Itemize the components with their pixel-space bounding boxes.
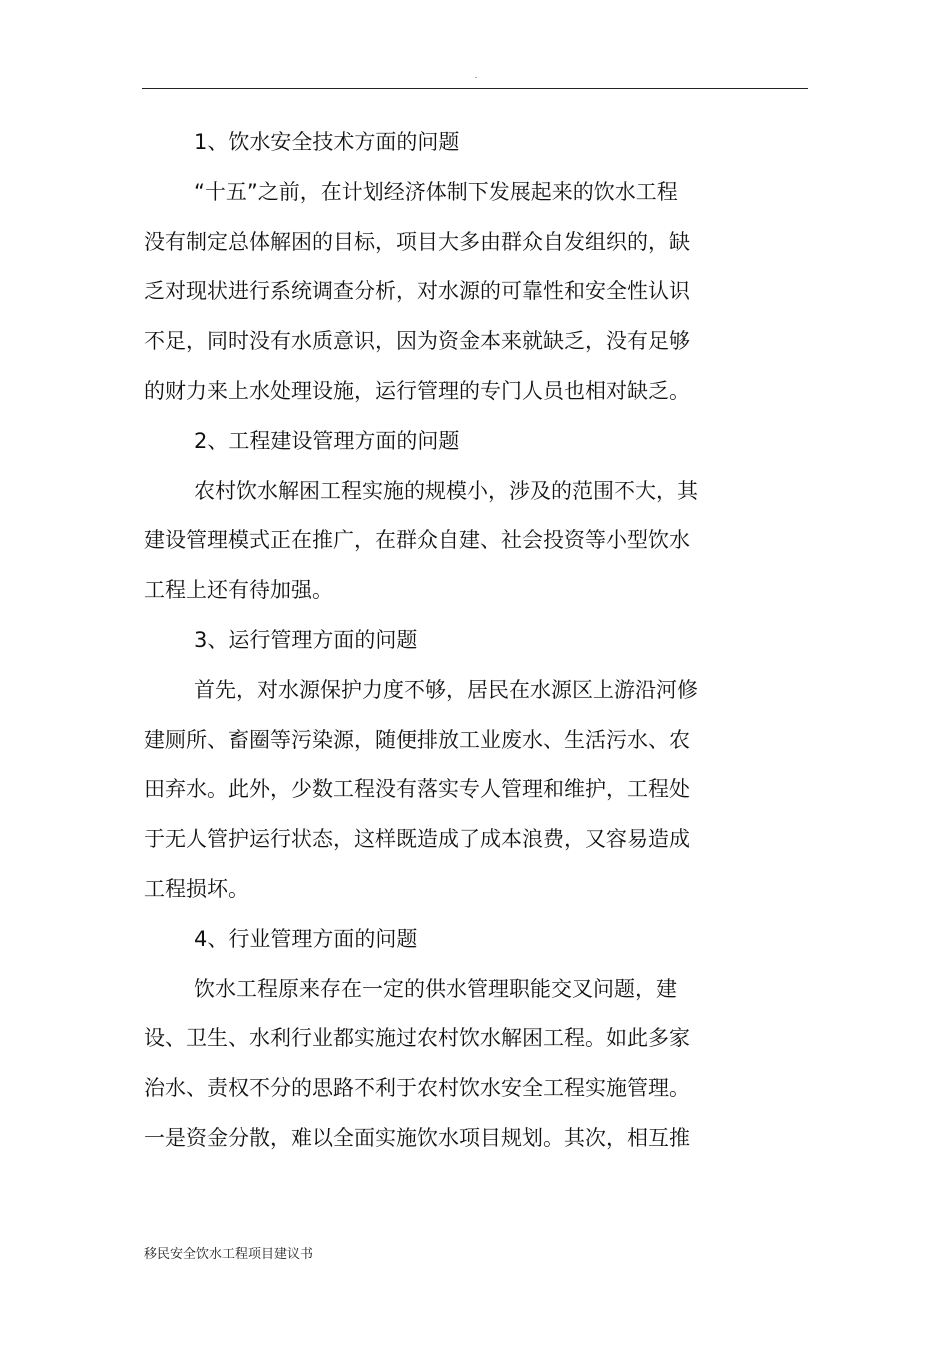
paragraph-line: 乏对现状进行系统调查分析，对水源的可靠性和安全性认识 [144,279,690,304]
section-heading-2: 2、工程建设管理方面的问题 [194,428,460,453]
paragraph-line: 首先，对水源保护力度不够，居民在水源区上游沿河修 [194,677,698,702]
paragraph-line: 建厕所、畜圈等污染源，随便排放工业废水、生活污水、农 [144,727,690,752]
paragraph-line: 于无人管护运行状态，这样既造成了成本浪费，又容易造成 [144,827,690,852]
paragraph-line: 设、卫生、水利行业都实施过农村饮水解困工程。如此多家 [144,1026,690,1051]
paragraph-line: 工程损坏。 [144,876,249,901]
section-heading-1: 1、饮水安全技术方面的问题 [194,130,460,154]
header-mark: . [474,71,478,80]
footer-title: 移民安全饮水工程项目建议书 [144,1247,314,1262]
paragraph-line: 一是资金分散，难以全面实施饮水项目规划。其次，相互推 [144,1125,690,1150]
header-rule [142,88,808,89]
paragraph-line: 农村饮水解困工程实施的规模小，涉及的范围不大，其 [194,478,698,503]
paragraph-line: “十五”之前，在计划经济体制下发展起来的饮水工程 [194,179,678,204]
section-heading-3: 3、运行管理方面的问题 [194,627,418,652]
paragraph-line: 建设管理模式正在推广，在群众自建、社会投资等小型饮水 [144,528,690,553]
paragraph-line: 田弃水。此外，少数工程没有落实专人管理和维护，工程处 [144,777,690,802]
body-text [144,118,754,1164]
paragraph-line: 没有制定总体解困的目标，项目大多由群众自发组织的，缺 [144,229,690,254]
paragraph-line: 饮水工程原来存在一定的供水管理职能交叉问题，建 [194,976,677,1001]
section-heading-4: 4、行业管理方面的问题 [194,926,418,951]
paragraph-line: 工程上还有待加强。 [144,578,333,603]
paragraph-line: 治水、责权不分的思路不利于农村饮水安全工程实施管理。 [144,1076,690,1101]
paragraph-line: 不足，同时没有水质意识，因为资金本来就缺乏，没有足够 [144,329,690,354]
paragraph-line: 的财力来上水处理设施，运行管理的专门人员也相对缺乏。 [144,378,690,403]
